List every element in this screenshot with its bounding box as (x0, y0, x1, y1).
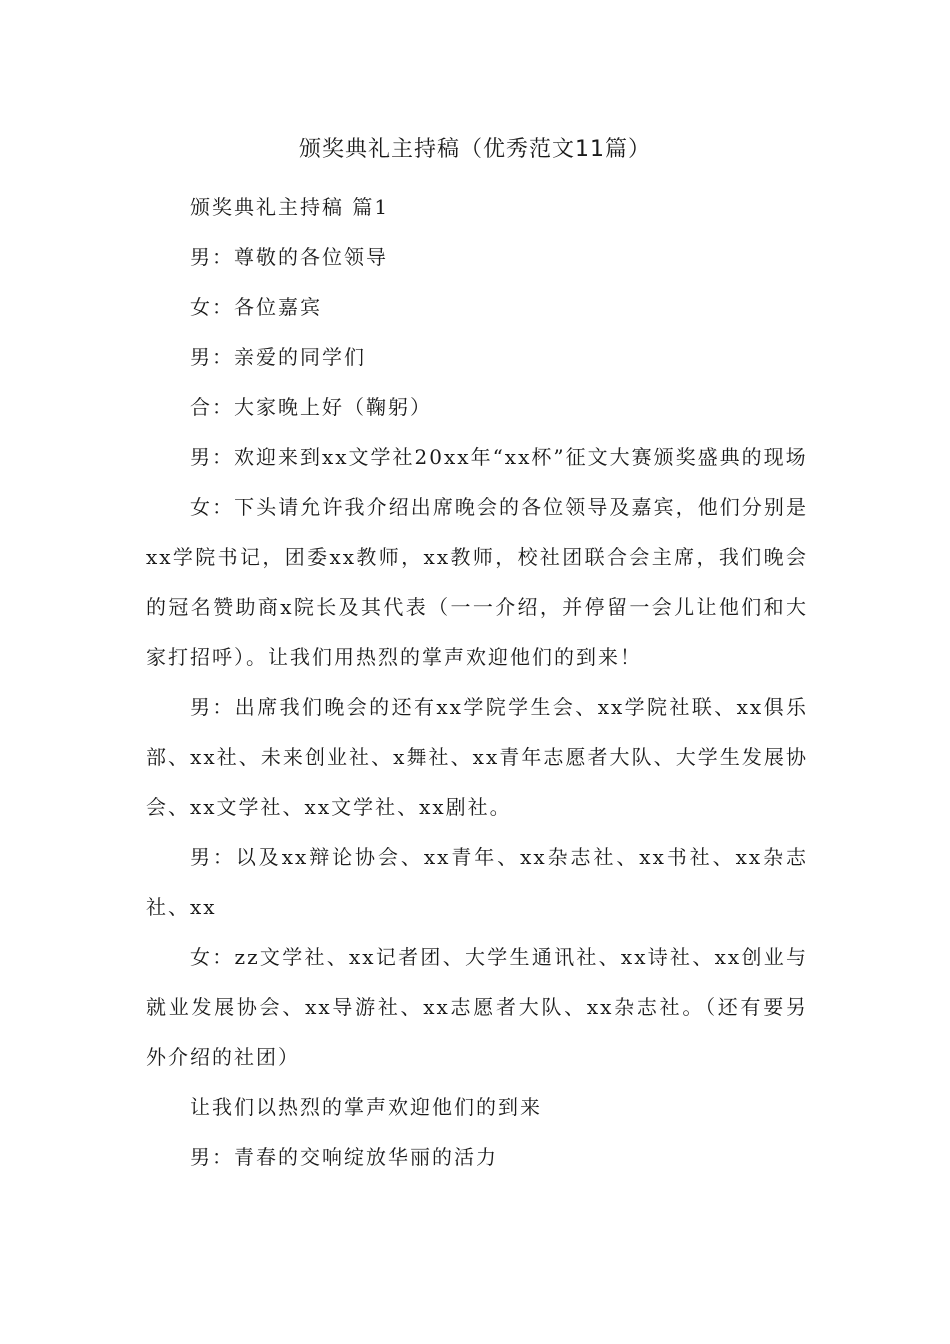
paragraph-section-heading: 颁奖典礼主持稿 篇1 (190, 195, 390, 219)
paragraph: 女：zz文学社、xx记者团、大学生通讯社、xx诗社、xx创业与就业发展协会、xx导游社、xx志愿者大队、xx杂志社。（还有要另外介绍的社团） (146, 945, 808, 1069)
document-body (146, 182, 808, 1182)
paragraph: 让我们以热烈的掌声欢迎他们的到来 (190, 1095, 542, 1119)
paragraph: 男：欢迎来到xx文学社20xx年“xx杯”征文大赛颁奖盛典的现场 (190, 445, 808, 469)
document-title: 颁奖典礼主持稿（优秀范文11篇） (299, 137, 651, 162)
paragraph: 男：尊敬的各位领导 (190, 245, 388, 269)
paragraph: 男：以及xx辩论协会、xx青年、xx杂志社、xx书社、xx杂志社、xx (146, 845, 808, 919)
paragraph: 男：出席我们晚会的还有xx学院学生会、xx学院社联、xx俱乐部、xx社、未来创业社、x舞社、xx青年志愿者大队、大学生发展协会、xx文学社、xx文学社、xx剧社。 (146, 695, 808, 819)
paragraph: 合：大家晚上好（鞠躬） (190, 395, 432, 419)
paragraph: 男：亲爱的同学们 (190, 345, 366, 369)
paragraph: 男：青春的交响绽放华丽的活力 (190, 1145, 498, 1169)
paragraph: 女：下头请允许我介绍出席晚会的各位领导及嘉宾，他们分别是xx学院书记，团委xx教师，xx教师，校社团联合会主席，我们晚会的冠名赞助商x院长及其代表（一一介绍，并停留一会儿让他们和大家打招呼）。让我们用热烈的掌声欢迎他们的到来！ (146, 495, 808, 669)
paragraph: 女：各位嘉宾 (190, 295, 322, 319)
